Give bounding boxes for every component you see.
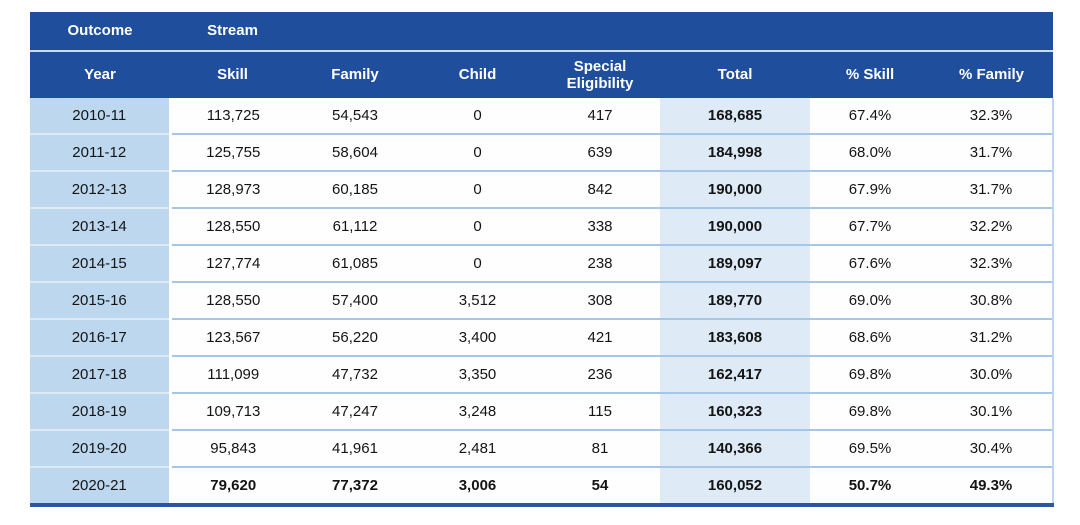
column-header-special-eligibility: Special Eligibility [540, 51, 660, 98]
cell-family: 57,400 [295, 282, 415, 319]
cell-child: 3,512 [415, 282, 540, 319]
cell-family: 61,085 [295, 245, 415, 282]
cell-pct_skill: 69.8% [810, 393, 930, 430]
cell-skill: 128,973 [170, 171, 295, 208]
column-header-year: Year [30, 51, 170, 98]
cell-child: 2,481 [415, 430, 540, 467]
cell-special_eligibility: 238 [540, 245, 660, 282]
column-header-row [30, 51, 1053, 98]
cell-pct_skill: 69.8% [810, 356, 930, 393]
cell-skill: 111,099 [170, 356, 295, 393]
table-row [30, 98, 1053, 134]
cell-family: 54,543 [295, 98, 415, 134]
cell-skill: 128,550 [170, 282, 295, 319]
cell-family: 58,604 [295, 134, 415, 171]
cell-special_eligibility: 639 [540, 134, 660, 171]
cell-total: 160,323 [660, 393, 810, 430]
cell-pct_family: 31.7% [930, 171, 1053, 208]
table-row [30, 356, 1053, 393]
table-row [30, 430, 1053, 467]
table-row [30, 393, 1053, 430]
group-header-outcome: Outcome [30, 12, 170, 51]
cell-pct_family: 31.2% [930, 319, 1053, 356]
cell-family: 77,372 [295, 467, 415, 505]
cell-special_eligibility: 338 [540, 208, 660, 245]
cell-child: 3,350 [415, 356, 540, 393]
table-row [30, 282, 1053, 319]
cell-child: 0 [415, 98, 540, 134]
cell-total: 160,052 [660, 467, 810, 505]
cell-pct_family: 30.8% [930, 282, 1053, 319]
cell-pct_family: 32.2% [930, 208, 1053, 245]
cell-total: 189,097 [660, 245, 810, 282]
cell-family: 41,961 [295, 430, 415, 467]
cell-family: 61,112 [295, 208, 415, 245]
table-row [30, 319, 1053, 356]
cell-child: 3,006 [415, 467, 540, 505]
table-row [30, 171, 1053, 208]
group-header-row [30, 12, 1053, 51]
cell-family: 56,220 [295, 319, 415, 356]
column-header-pct-family: % Family [930, 51, 1053, 98]
cell-pct_skill: 67.7% [810, 208, 930, 245]
cell-special_eligibility: 421 [540, 319, 660, 356]
cell-special_eligibility: 236 [540, 356, 660, 393]
cell-family: 47,247 [295, 393, 415, 430]
cell-year: 2015-16 [30, 282, 170, 319]
cell-pct_family: 49.3% [930, 467, 1053, 505]
table-header [30, 12, 1053, 98]
cell-pct_skill: 69.5% [810, 430, 930, 467]
cell-skill: 95,843 [170, 430, 295, 467]
cell-total: 190,000 [660, 208, 810, 245]
cell-pct_family: 32.3% [930, 245, 1053, 282]
cell-pct_family: 32.3% [930, 98, 1053, 134]
cell-pct_skill: 69.0% [810, 282, 930, 319]
cell-total: 162,417 [660, 356, 810, 393]
group-header-spacer [295, 12, 1053, 51]
cell-special_eligibility: 842 [540, 171, 660, 208]
cell-skill: 113,725 [170, 98, 295, 134]
cell-skill: 125,755 [170, 134, 295, 171]
cell-year: 2012-13 [30, 171, 170, 208]
cell-pct_skill: 50.7% [810, 467, 930, 505]
table-row [30, 245, 1053, 282]
column-header-pct-skill: % Skill [810, 51, 930, 98]
cell-pct_family: 30.0% [930, 356, 1053, 393]
cell-pct_skill: 67.4% [810, 98, 930, 134]
cell-pct_skill: 68.6% [810, 319, 930, 356]
cell-year: 2019-20 [30, 430, 170, 467]
column-header-child: Child [415, 51, 540, 98]
cell-total: 183,608 [660, 319, 810, 356]
cell-skill: 127,774 [170, 245, 295, 282]
cell-child: 0 [415, 171, 540, 208]
cell-skill: 79,620 [170, 467, 295, 505]
cell-pct_skill: 67.6% [810, 245, 930, 282]
column-header-total: Total [660, 51, 810, 98]
cell-year: 2010-11 [30, 98, 170, 134]
cell-family: 60,185 [295, 171, 415, 208]
cell-year: 2014-15 [30, 245, 170, 282]
cell-pct_family: 31.7% [930, 134, 1053, 171]
cell-total: 140,366 [660, 430, 810, 467]
table-row [30, 134, 1053, 171]
cell-skill: 128,550 [170, 208, 295, 245]
cell-total: 190,000 [660, 171, 810, 208]
cell-pct_family: 30.4% [930, 430, 1053, 467]
cell-child: 0 [415, 134, 540, 171]
cell-total: 168,685 [660, 98, 810, 134]
cell-total: 184,998 [660, 134, 810, 171]
cell-special_eligibility: 308 [540, 282, 660, 319]
cell-special_eligibility: 417 [540, 98, 660, 134]
cell-year: 2018-19 [30, 393, 170, 430]
cell-year: 2013-14 [30, 208, 170, 245]
cell-child: 0 [415, 245, 540, 282]
cell-child: 3,248 [415, 393, 540, 430]
cell-pct_skill: 67.9% [810, 171, 930, 208]
table-body [30, 98, 1053, 505]
cell-pct_family: 30.1% [930, 393, 1053, 430]
cell-skill: 109,713 [170, 393, 295, 430]
cell-special_eligibility: 81 [540, 430, 660, 467]
column-header-skill: Skill [170, 51, 295, 98]
cell-special_eligibility: 115 [540, 393, 660, 430]
column-header-family: Family [295, 51, 415, 98]
cell-special_eligibility: 54 [540, 467, 660, 505]
cell-pct_skill: 68.0% [810, 134, 930, 171]
cell-child: 3,400 [415, 319, 540, 356]
cell-family: 47,732 [295, 356, 415, 393]
outcome-stream-table [30, 12, 1054, 507]
cell-skill: 123,567 [170, 319, 295, 356]
cell-year: 2020-21 [30, 467, 170, 505]
cell-year: 2011-12 [30, 134, 170, 171]
table-row [30, 467, 1053, 505]
group-header-stream: Stream [170, 12, 295, 51]
cell-year: 2017-18 [30, 356, 170, 393]
cell-total: 189,770 [660, 282, 810, 319]
cell-year: 2016-17 [30, 319, 170, 356]
cell-child: 0 [415, 208, 540, 245]
table-row [30, 208, 1053, 245]
